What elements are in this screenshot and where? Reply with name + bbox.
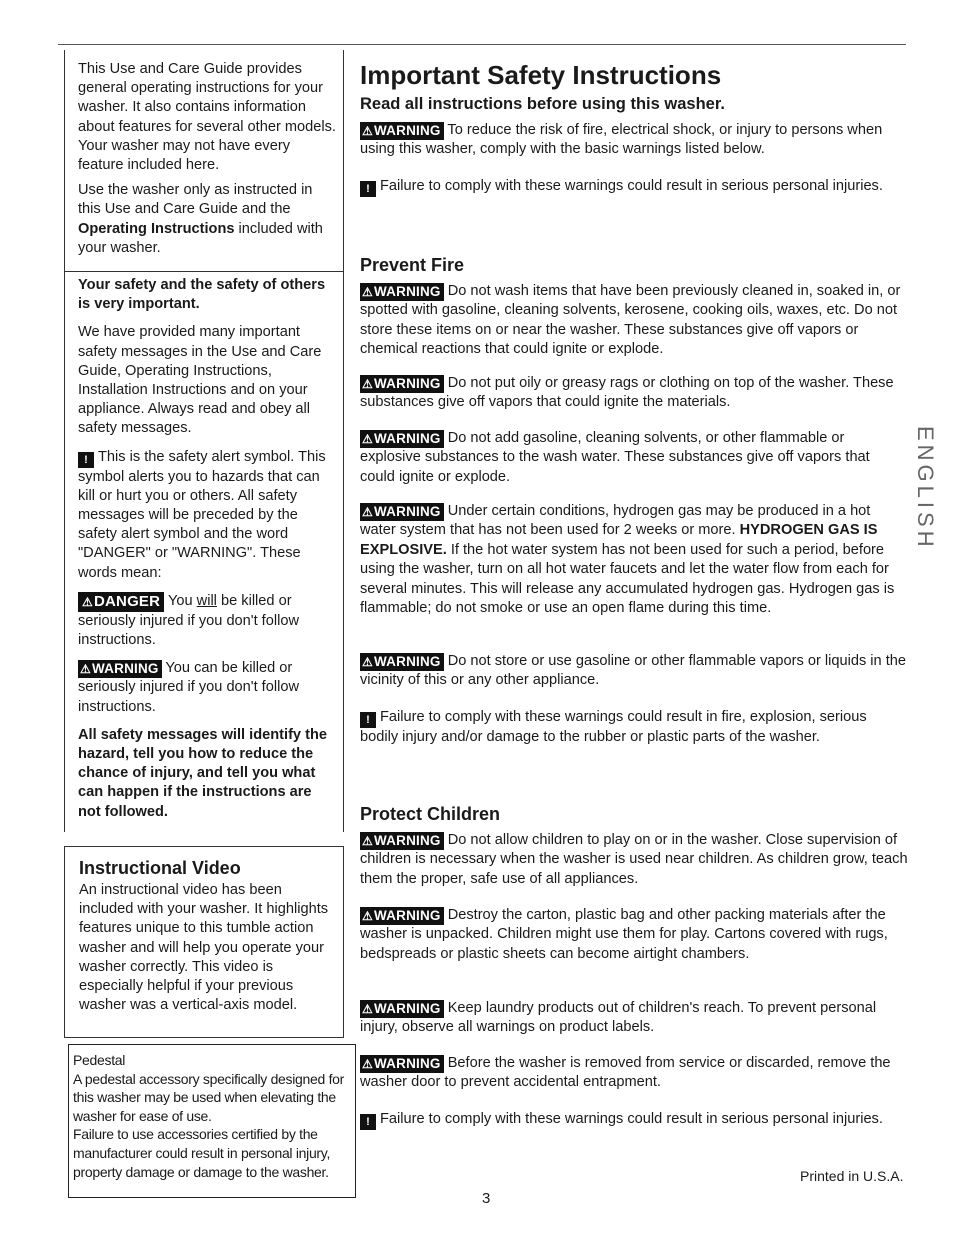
warning-text: Do not add gasoline, cleaning solvents, or other flammable or explosive substances to the wash water. These substances give off vapors that could ignite or explode.: [360, 430, 870, 485]
warning-text: Keep laundry products out of children's reach. To prevent personal injury, observe all warnings on product labels.: [360, 1000, 877, 1036]
warning-badge: ⚠WARNING: [360, 1000, 444, 1018]
safety-box: [64, 272, 344, 832]
video-text: An instructional video has been included with your washer. It highlights features unique to this tumble action washer and will help you operate your washer correctly. This video is especially helpful if your previous washer was a vertical-axis model.: [79, 882, 329, 1014]
fire-warning-5: [360, 652, 908, 691]
alert-triangle-icon: ⚠: [362, 377, 373, 391]
alert-triangle-icon: ⚠: [362, 124, 373, 138]
section-prevent-fire: Prevent Fire: [360, 255, 465, 275]
alert-text: Failure to comply with these warnings could result in fire, explosion, serious bodily injury and/or damage to the rubber or plastic parts of the washer.: [360, 709, 867, 745]
pedestal-title: Pedestal: [73, 1052, 126, 1068]
fire-warning-3: [360, 429, 908, 487]
intro-alert: [360, 177, 908, 197]
children-warning-4: [360, 1054, 908, 1093]
alert-triangle-icon: ⚠: [82, 594, 93, 609]
warning-text: Before the washer is removed from service or discarded, remove the washer door to prevent accidental entrapment.: [360, 1055, 891, 1091]
alert-triangle-icon: !: [360, 181, 376, 197]
alert-triangle-icon: !: [360, 1114, 376, 1130]
warning-definition: [78, 659, 337, 717]
alert-triangle-icon: ⚠: [362, 1057, 373, 1071]
section-protect-children: Protect Children: [360, 804, 501, 824]
warning-text: Under certain conditions, hydrogen gas may be produced in a hot water system that has not been used for 2 weeks or more.: [360, 503, 871, 539]
intro-box: [64, 50, 344, 272]
warning-text: Destroy the carton, plastic bag and other packing materials after the washer is unpacked. Children might use them for play. Cartons covered with rugs, bedspreads or plastic sheets can become airtight chambers.: [360, 907, 888, 962]
alert-text: Failure to comply with these warnings could result in serious personal injuries.: [380, 1111, 883, 1127]
warning-text-end: If the hot water system has not been used for such a period, before using the washer, turn on all hot water faucets and let the water flow from each for several minutes. This will release any accumulated hydrogen gas. Hydrogen gas is flammable; do not smoke or use an open flame during this time.: [360, 541, 895, 617]
safety-heading: Your safety and the safety of others is very important.: [78, 277, 326, 313]
alert-triangle-icon: !: [78, 452, 94, 468]
warning-text: Do not wash items that have been previously cleaned in, soaked in, or spotted with gasoline, cleaning solvents, kerosene, cooking oils, waxes, etc. Do not store these items on or near the washer. These substances give off vapors or chemical reactions that could ignite or explode.: [360, 283, 901, 358]
page-subtitle: Read all instructions before using this washer.: [360, 95, 725, 113]
danger-badge: [78, 592, 164, 612]
fire-warning-4: [360, 502, 908, 618]
children-alert: [360, 1110, 908, 1130]
fire-warning-2: [360, 374, 908, 413]
pedestal-box: [68, 1044, 356, 1198]
fire-warning-1: [360, 282, 908, 360]
alert-symbol-text: This is the safety alert symbol. This symbol alerts you to hazards that can kill or hurt you or others. All safety messages will be preceded by the safety alert symbol and the word "DANGER" or "WARNING". These words mean:: [78, 448, 326, 581]
children-warning-1: [360, 831, 908, 889]
alert-triangle-icon: ⚠: [362, 655, 373, 669]
warning-badge-label: WARNING: [91, 661, 159, 677]
intro-usage-paragraph: [78, 181, 337, 258]
video-title: Instructional Video: [79, 858, 241, 878]
warning-badge: ⚠WARNING: [360, 122, 444, 140]
warning-text: Do not allow children to play on or in the washer. Close supervision of children is necessary when the washer is used near children. As children grow, teach them the proper, safe use of all appliances.: [360, 832, 908, 887]
alert-triangle-icon: ⚠: [362, 285, 373, 299]
alert-triangle-icon: ⚠: [362, 834, 373, 848]
warning-badge: ⚠WARNING: [360, 832, 444, 850]
alert-triangle-icon: ⚠: [362, 909, 373, 923]
intro-usage-text: Use the washer only as instructed in this Use and Care Guide and the: [78, 182, 313, 218]
top-rule: [58, 44, 906, 45]
alert-triangle-icon: ⚠: [362, 505, 373, 519]
warning-text: You can be killed or seriously injured if you don't follow instructions.: [78, 660, 299, 715]
printed-in-note: Printed in U.S.A.: [800, 1168, 904, 1184]
page-title: Important Safety Instructions: [360, 60, 722, 90]
danger-text: You: [164, 592, 197, 609]
safety-messages-paragraph: We have provided many important safety messages in the Use and Care Guide, Operating Instructions, Installation Instructions and on your appliance. Always read and obey all safety messages.: [78, 324, 322, 437]
language-label-text: ENGLISH: [913, 426, 938, 551]
danger-badge-label: DANGER: [93, 592, 161, 610]
hydrogen-emphasis: HYDROGEN GAS IS EXPLOSIVE.: [360, 522, 878, 558]
warning-badge: ⚠WARNING: [360, 375, 444, 393]
danger-text-end: be killed or seriously injured if you don't follow instructions.: [78, 592, 299, 649]
intro-paragraph: This Use and Care Guide provides general operating instructions for your washer. It also contains information about features for several other models. Your washer may not have every feature included here.: [78, 61, 336, 174]
alert-symbol-paragraph: [78, 448, 337, 583]
alert-triangle-icon: !: [360, 712, 376, 728]
warning-badge: ⚠WARNING: [360, 430, 444, 448]
danger-definition: [78, 592, 337, 650]
warning-badge: ⚠WARNING: [360, 907, 444, 925]
language-side-label: [913, 424, 938, 551]
intro-usage-text-end: included with your washer.: [78, 220, 323, 256]
intro-warning: [360, 121, 908, 160]
warning-badge: ⚠WARNING: [360, 503, 444, 521]
pedestal-warning: Failure to use accessories certified by the manufacturer could result in personal injury, property damage or damage to the washer.: [73, 1126, 331, 1180]
page-number: 3: [482, 1190, 491, 1207]
warning-badge: [78, 660, 162, 678]
warning-badge: ⚠WARNING: [360, 653, 444, 671]
operating-instructions-term: Operating Instructions: [78, 220, 235, 237]
warning-text: Do not store or use gasoline or other flammable vapors or liquids in the vicinity of this or any other appliance.: [360, 653, 907, 689]
fire-alert: [360, 708, 908, 747]
children-warning-3: [360, 999, 908, 1038]
warning-badge: ⚠WARNING: [360, 1055, 444, 1073]
pedestal-paragraph: A pedestal accessory specifically designed for this washer may be used when elevating the washer for ease of use.: [73, 1070, 345, 1124]
warning-text: To reduce the risk of fire, electrical shock, or injury to persons when using this washer, comply with the basic warnings listed below.: [360, 122, 883, 158]
alert-text: Failure to comply with these warnings could result in serious personal injuries.: [380, 178, 883, 194]
alert-triangle-icon: ⚠: [80, 662, 91, 677]
warning-badge: ⚠WARNING: [360, 283, 444, 301]
warning-text: Do not put oily or greasy rags or clothing on top of the washer. These substances give off vapors that could ignite the materials.: [360, 375, 894, 411]
instructional-video-box: [64, 846, 344, 1038]
alert-triangle-icon: ⚠: [362, 432, 373, 446]
children-warning-2: [360, 906, 908, 964]
alert-triangle-icon: ⚠: [362, 1002, 373, 1016]
safety-closing: All safety messages will identify the hazard, tell you how to reduce the chance of injury, and tell you what can happen if the instructions are not followed.: [78, 726, 327, 820]
danger-will-emphasis: will: [196, 592, 217, 609]
